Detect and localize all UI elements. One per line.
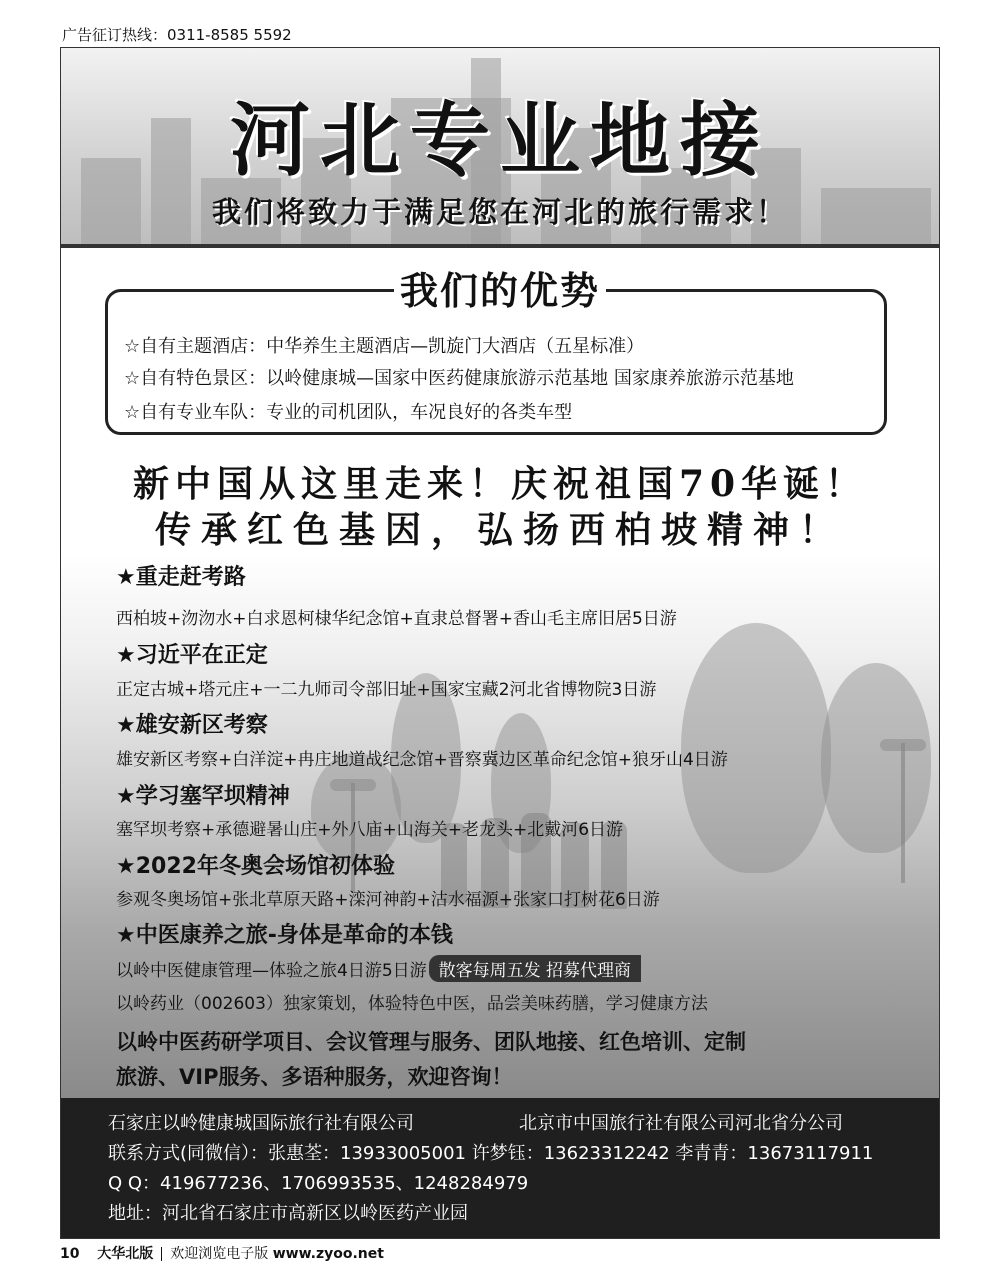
ad-hotline: 广告征订热线：0311-8585 5592 [62,26,292,44]
header-banner [61,48,939,248]
banner-divider [61,244,939,248]
main-title: 河北专业地接 [230,94,770,187]
slogan-2: 传承红色基因，弘扬西柏坡精神！ [154,509,845,551]
route-title: ★2022年冬奥会场馆初体验 [116,854,395,879]
advertisement-frame [60,47,940,1239]
route-title: ★学习塞罕坝精神 [116,784,290,809]
route-desc: 西柏坡+沕沕水+白求恩柯棣华纪念馆+直隶总督署+香山毛主席旧居5日游 [116,609,677,629]
route-desc: 塞罕坝考察+承德避暑山庄+外八庙+山海关+老龙头+北戴河6日游 [116,820,624,840]
services-line-2: 旅游、VIP服务、多语种服务，欢迎咨询！ [116,1065,513,1089]
route-desc-row [116,955,641,982]
route-desc: 正定古城+塔元庄+一二九师司令部旧址+国家宝藏2河北省博物院3日游 [116,680,657,700]
contact-address: 地址：河北省石家庄市高新区以岭医药产业园 [108,1203,468,1224]
services-line-1: 以岭中医药研学项目、会议管理与服务、团队地接、红色培训、定制 [116,1030,746,1054]
route-title: ★雄安新区考察 [116,713,268,738]
edition-label: 大华北版 [97,1246,154,1262]
page-footer [60,1243,384,1263]
route-desc: 雄安新区考察+白洋淀+冉庄地道战纪念馆+晋察冀边区革命纪念馆+狼牙山4日游 [116,750,728,770]
contact-panel [61,1098,939,1238]
footer-text: 欢迎浏览电子版 [170,1246,269,1262]
route-title: ★中医康养之旅-身体是革命的本钱 [116,923,453,948]
advantage-fleet: ☆自有专业车队：专业的司机团队，车况良好的各类车型 [124,402,573,423]
slogan-1: 新中国从这里走来！庆祝祖国70华诞！ [132,463,868,505]
website-link[interactable]: www.zyoo.net [272,1246,384,1262]
advantage-scenic: ☆自有特色景区：以岭健康城—国家中医药健康旅游示范基地 国家康养旅游示范基地 [124,368,794,389]
advantages-title [61,260,939,315]
route-title: ★重走赶考路 [116,565,246,590]
sub-title: 我们将致力于满足您在河北的旅行需求！ [211,195,788,229]
route-desc: 参观冬奥场馆+张北草原天路+滦河神韵+沽水福源+张家口打树花6日游 [116,890,660,910]
advantage-hotel: ☆自有主题酒店：中华养生主题酒店—凯旋门大酒店（五星标准） [124,336,645,357]
company-name-1: 石家庄以岭健康城国际旅行社有限公司 [108,1113,414,1134]
company-name-2: 北京市中国旅行社有限公司河北省分公司 [519,1113,843,1134]
advantages-title-text: 我们的优势 [394,269,606,313]
contact-phones: 联系方式(同微信）：张惠荃：13933005001 许梦钰：13623312242 李青青：13673117911 [108,1143,874,1164]
route-desc: 以岭中医健康管理—体验之旅4日游5日游 [116,961,427,981]
footer-divider [161,1247,162,1261]
extra-info-line: 以岭药业（002603）独家策划，体验特色中医，品尝美味药膳，学习健康方法 [116,994,708,1014]
contact-qq: Q Q：419677236、1706993535、1248284979 [108,1173,529,1194]
schedule-tag: 散客每周五发 招募代理商 [429,955,641,982]
route-title: ★习近平在正定 [116,643,268,668]
page-number: 10 [60,1246,80,1262]
